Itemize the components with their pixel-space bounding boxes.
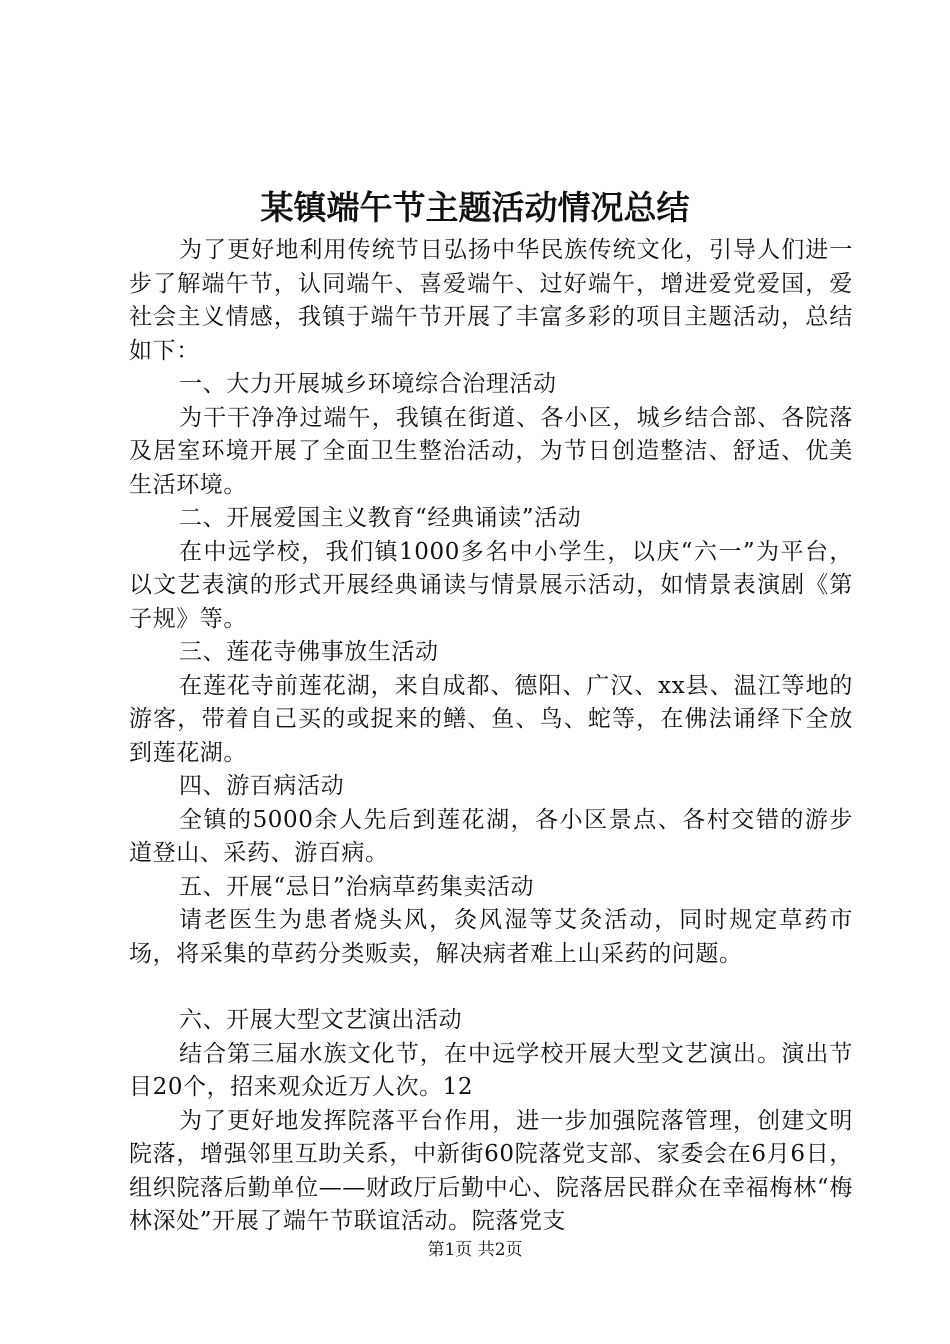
- section-heading-5: 五、开展“忌日”治病草药集卖活动: [179, 873, 535, 900]
- section-heading-6: 六、开展大型文艺演出活动: [179, 1007, 463, 1033]
- section-paragraph-2: 在中远学校，我们镇1000多名中小学生，以庆“六一”为平台，以文艺表演的形式开展经典诵读与情景展示活动，如情景表演剧《第子规》等。: [129, 538, 853, 632]
- closing-paragraph: 为了更好地发挥院落平台作用，进一步加强院落管理，创建文明院落，增强邻里互助关系，中新街60院落党支部、家委会在6月6日，组织院落后勤单位——财政厅后勤中心、院落居民群众在幸福梅林“梅林深处”开展了端午节联谊活动。院落党支: [129, 1107, 853, 1234]
- paragraph-gap: [129, 971, 853, 1004]
- intro-paragraph: 为了更好地利用传统节日弘扬中华民族传统文化，引导人们进一步了解端午节，认同端午、喜爱端午、过好端午，增进爱党爱国，爱社会主义情感，我镇于端午节开展了丰富多彩的项目主题活动，总结如下：: [129, 237, 853, 364]
- page-number-footer: 第1页 共2页: [427, 1240, 523, 1260]
- section-paragraph-4: 全镇的5000余人先后到莲花湖，各小区景点、各村交错的游步道登山、采药、游百病。: [129, 806, 853, 866]
- section-paragraph-6: 结合第三届水族文化节，在中远学校开展大型文艺演出。演出节目20个，招来观众近万人次。12: [129, 1040, 853, 1100]
- section-heading-4: 四、游百病活动: [179, 773, 345, 799]
- section-paragraph-5: 请老医生为患者烧头风，灸风湿等艾灸活动，同时规定草药市场，将采集的草药分类贩卖，解决病者难上山采药的问题。: [129, 907, 853, 967]
- document-title: 某镇端午节主题活动情况总结: [260, 188, 690, 227]
- section-heading-3: 三、莲花寺佛事放生活动: [179, 639, 439, 665]
- section-paragraph-1: 为干干净净过端午，我镇在街道、各小区，城乡结合部、各院落及居室环境开展了全面卫生整治活动，为节日创造整洁、舒适、优美生活环境。: [129, 404, 853, 498]
- section-heading-2: 二、开展爱国主义教育“经典诵读”活动: [179, 505, 582, 531]
- document-body: [129, 234, 853, 1239]
- section-heading-1: 一、大力开展城乡环境综合治理活动: [179, 371, 557, 397]
- section-paragraph-3: 在莲花寺前莲花湖，来自成都、德阳、广汉、xx县、温江等地的游客，带着自己买的或捉来的鳝、鱼、鸟、蛇等，在佛法诵绎下全放到莲花湖。: [129, 672, 853, 766]
